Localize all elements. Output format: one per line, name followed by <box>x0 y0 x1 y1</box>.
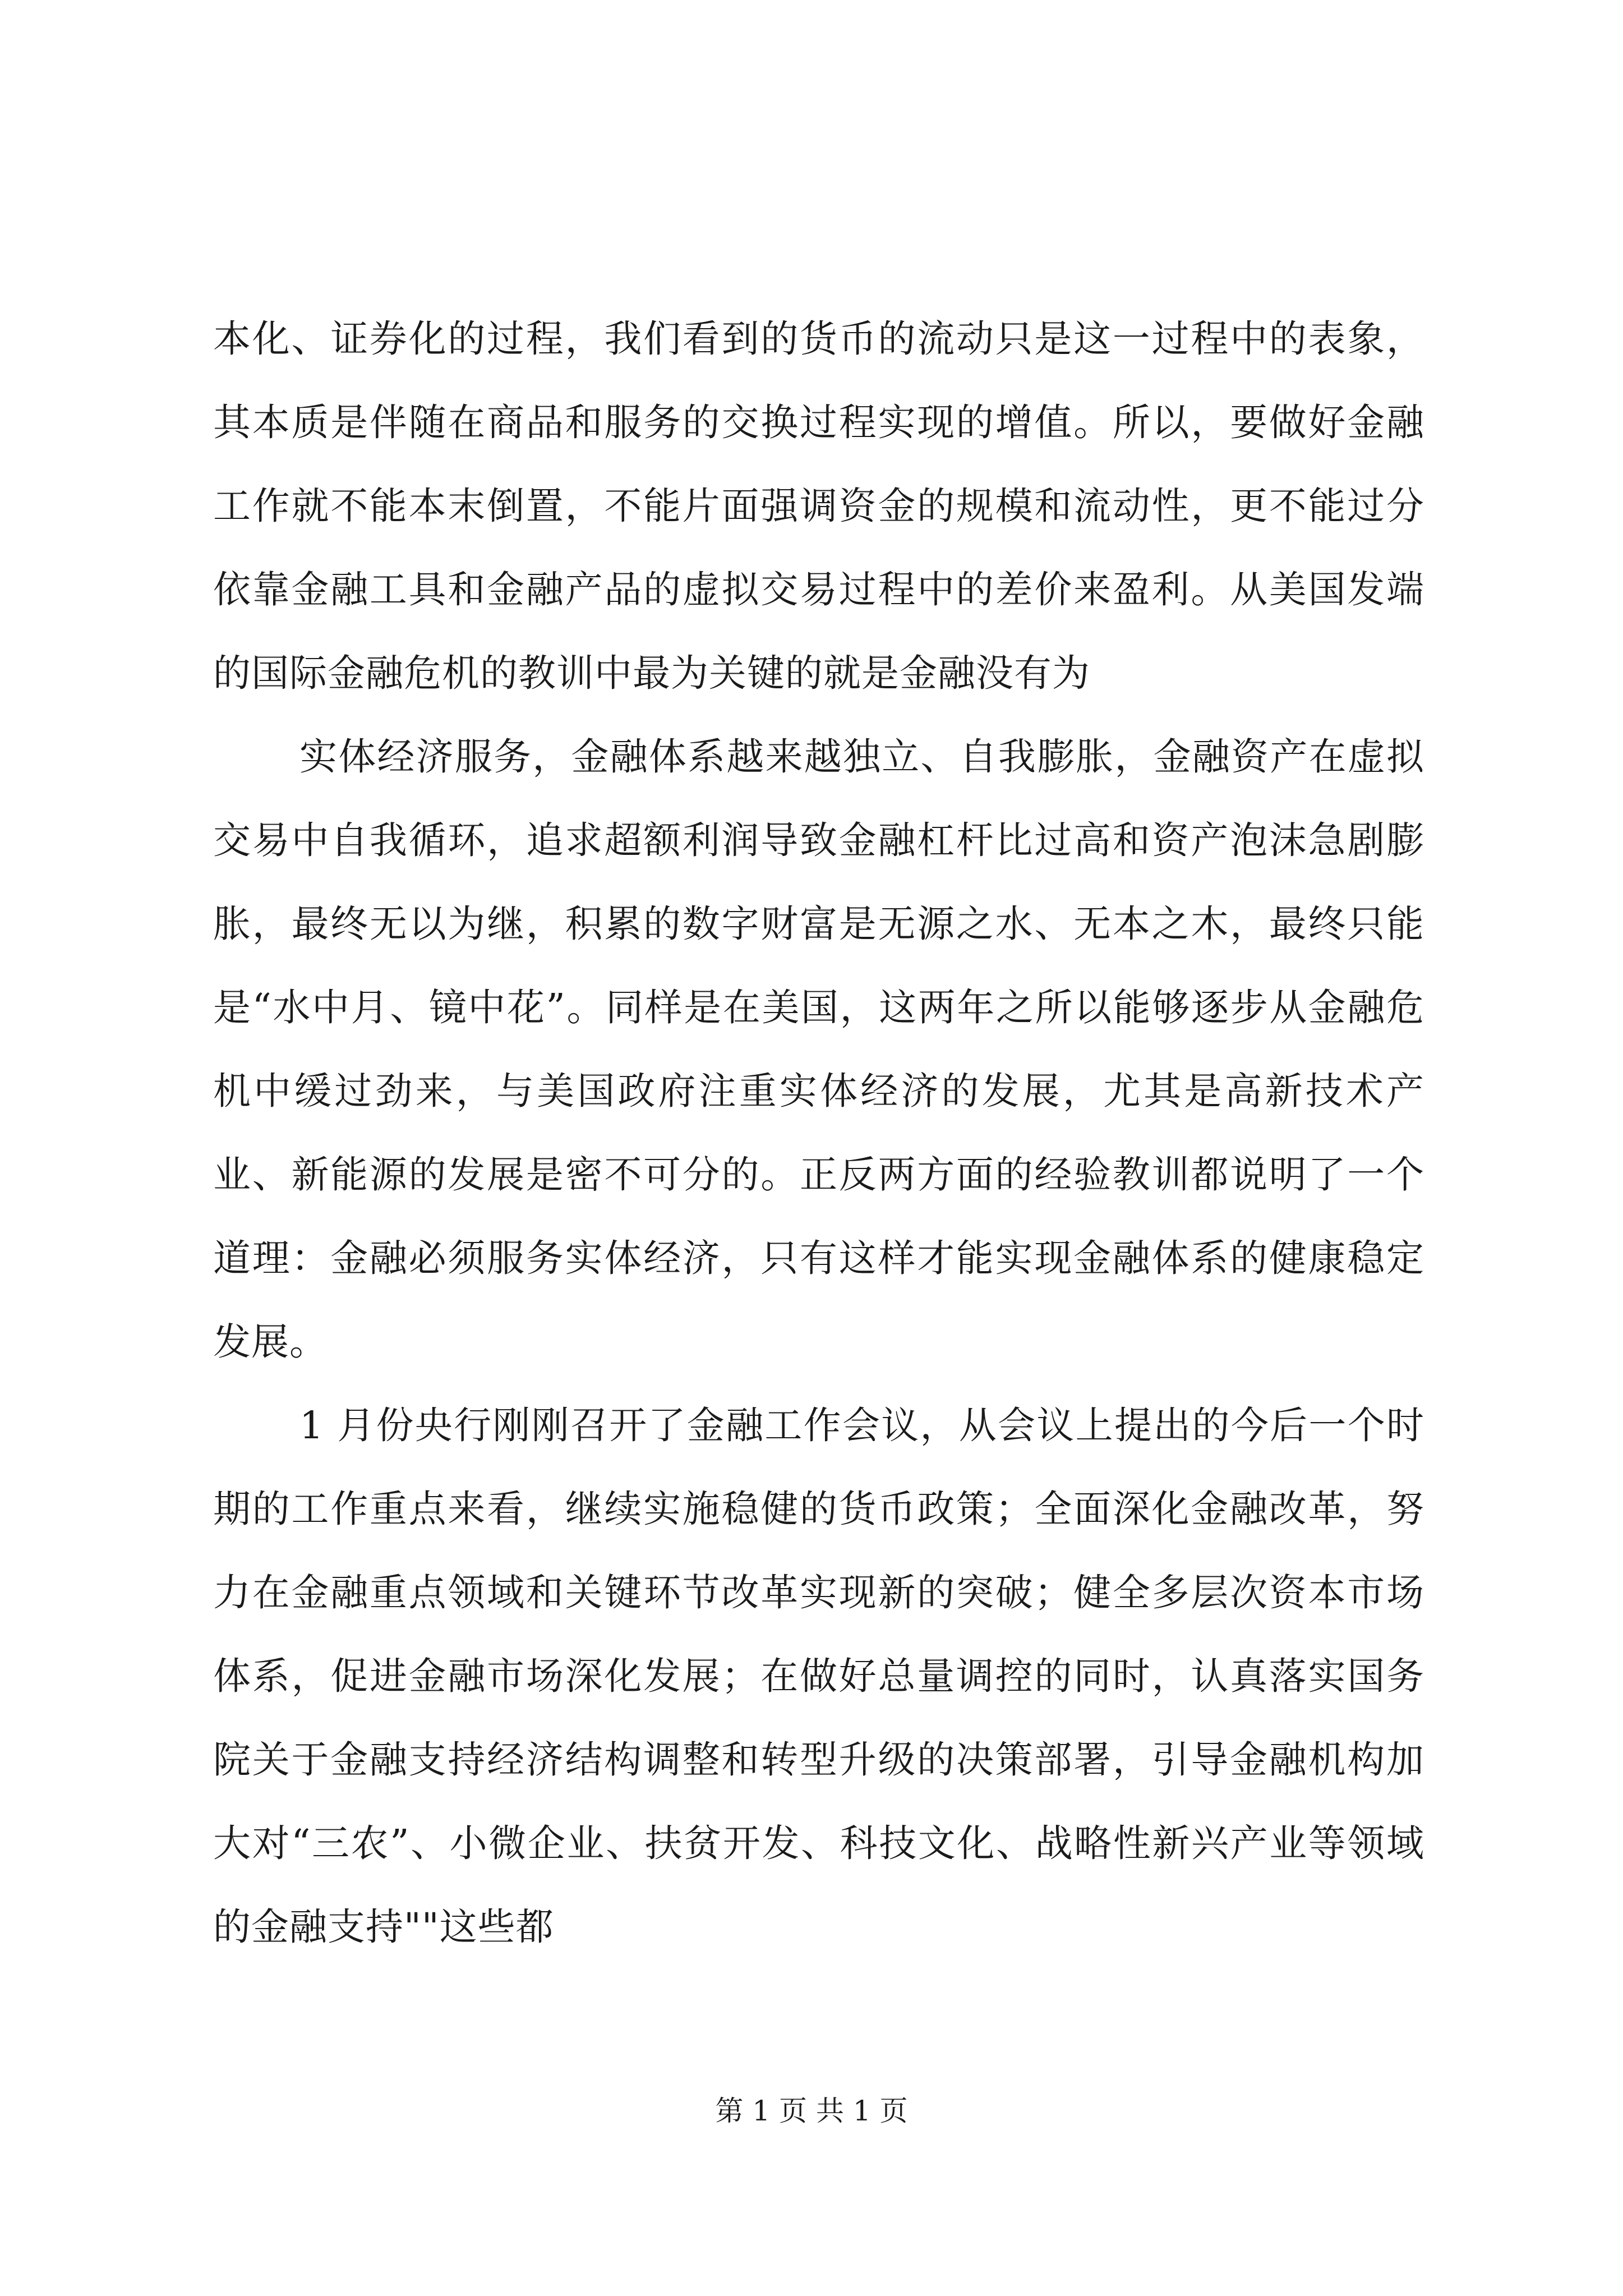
page-footer: 第 1 页 共 1 页 <box>715 2095 908 2127</box>
document-body <box>213 297 1424 1969</box>
paragraph-3: 1 月份央行刚刚召开了金融工作会议，从会议上提出的今后一个时期的工作重点来看，继续实施稳健的货币政策；全面深化金融改革，努力在金融重点领域和关键环节改革实现新的突破；健全多层次资本市场体系，促进金融市场深化发展；在做好总量调控的同时，认真落实国务院关于金融支持经济结构调整和转型升级的决策部署，引导金融机构加大对“三农”、小微企业、扶贫开发、科技文化、战略性新兴产业等领域的金融支持""这些都 <box>213 1404 1424 1949</box>
paragraph-1: 本化、证券化的过程，我们看到的货币的流动只是这一过程中的表象，其本质是伴随在商品和服务的交换过程实现的增值。所以，要做好金融工作就不能本末倒置，不能片面强调资金的规模和流动性，更不能过分依靠金融工具和金融产品的虚拟交易过程中的差价来盈利。从美国发端的国际金融危机的教训中最为关键的就是金融没有为 <box>213 317 1424 695</box>
paragraph-2: 实体经济服务，金融体系越来越独立、自我膨胀，金融资产在虚拟交易中自我循环，追求超额利润导致金融杠杆比过高和资产泡沫急剧膨胀，最终无以为继，积累的数字财富是无源之水、无本之木，最终只能是“水中月、镜中花”。同样是在美国，这两年之所以能够逐步从金融危机中缓过劲来，与美国政府注重实体经济的发展，尤其是高新技术产业、新能源的发展是密不可分的。正反两方面的经验教训都说明了一个道理：金融必须服务实体经济，只有这样才能实现金融体系的健康稳定发展。 <box>213 735 1424 1364</box>
